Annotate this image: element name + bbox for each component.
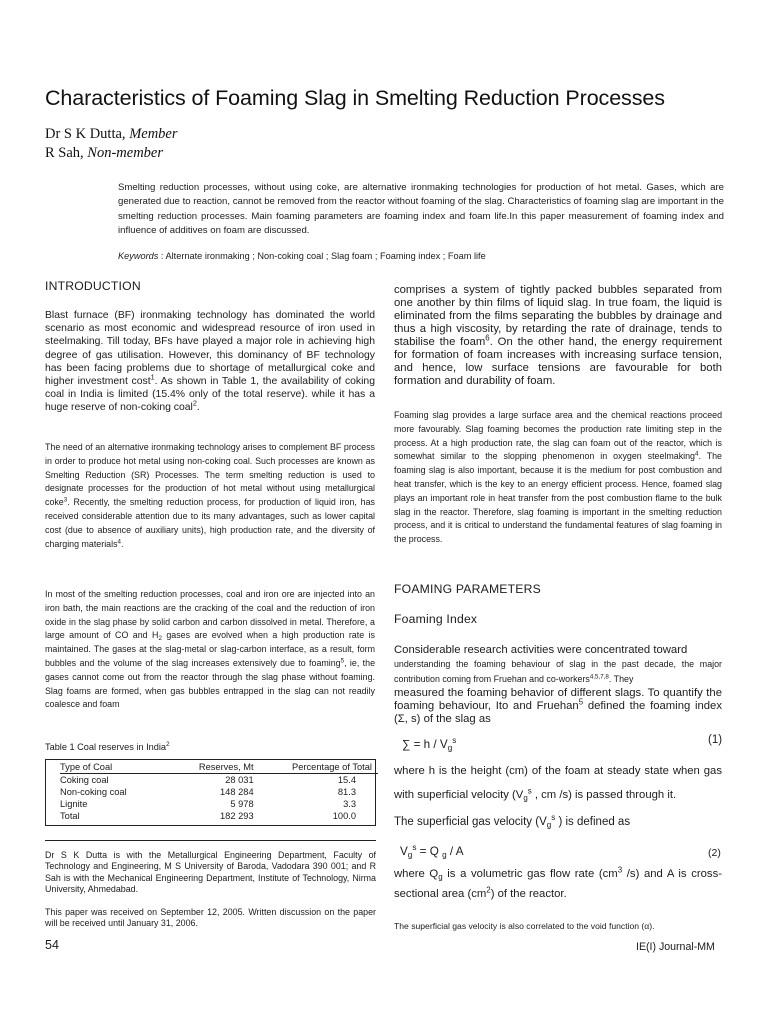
text: In most of the smelting reduction processes, coal and iron ore are injected into an iron bath, the main reactions are the cracking of the coal and the reduction of iron oxide in the slag phase by solid carbon and carbon dissolved in metal. Therefore, a large amount of CO and H <box>45 589 375 641</box>
superscript: s <box>412 843 417 853</box>
section-heading-foaming-parameters: FOAMING PARAMETERS <box>394 582 541 596</box>
text: measured the foaming behavior of different slags. To quantify the foaming behaviour, Ito and Fruehan <box>394 687 722 713</box>
page-number: 54 <box>45 938 59 952</box>
abstract: Smelting reduction processes, without using coke, are alternative ironmaking technologies for production of hot metal. Gases, which are generated due to reaction, cannot be removed from the reactor without foaming of the slag. Characteristics of foaming slag are important in the smelting reduction processes. Main foaming parameters are foaming index and foam life.In this paper measurement of foaming index and influence of additives on foam are discussed. <box>118 182 724 236</box>
paragraph-foaming-index <box>394 643 722 727</box>
reference: 4 <box>695 450 699 458</box>
caption-text: Table 1 Coal reserves in India <box>45 742 167 752</box>
reference: 2 <box>166 741 170 749</box>
column-header: Reserves, Mt <box>158 761 254 774</box>
reference: 4,5,7,8 <box>589 673 609 681</box>
text-line: Considerable research activities were concentrated toward <box>394 644 688 656</box>
table-cell: 81.3 <box>337 787 356 797</box>
table-row <box>60 786 378 798</box>
text: . Recently, the smelting reduction process, for production of liquid iron, has received considerable attention due to its many advantages, such as lower capital cost (due to absence of auxiliary units), high production rate, and the diversity of charging materials <box>45 497 375 549</box>
paragraph-intro-1 <box>45 309 375 415</box>
table-caption <box>45 742 170 752</box>
text: defined the foaming index (Σ, s) of the slag as <box>394 700 722 726</box>
keywords-label: Keywords <box>118 251 159 261</box>
paragraph-intro-3 <box>45 588 375 712</box>
paragraph-foaming-slag <box>394 409 722 547</box>
section-heading-introduction: INTRODUCTION <box>45 279 141 293</box>
table-cell: Non-coking coal <box>60 787 127 797</box>
text: where <box>394 868 430 880</box>
superscript: s <box>551 813 556 823</box>
text: . As shown in Table 1, the availability of coking coal in India is limited (15.4% only of the total reserve). while it has a huge reserve of non-coking coal <box>45 376 375 414</box>
table-cell: 182 293 <box>220 811 254 821</box>
footnote-divider <box>45 840 376 841</box>
paragraph-superficial-velocity <box>394 813 722 830</box>
equation-number: (1) <box>708 734 723 746</box>
paragraph-intro-2 <box>45 441 375 551</box>
text: gases are evolved when a high production rate is maintained. The gases at the slag-metal or slag-carbon interface, as a result, form bubbles and the volume of the slag increases extensively due to foaming <box>45 630 375 668</box>
author-name: R Sah, <box>45 145 84 161</box>
subscript: g <box>523 793 528 803</box>
reference: 1 <box>150 372 155 382</box>
text: comprises a system of tightly packed bubbles separated from one another by thin films of liquid slag. In true foam, the liquid is eliminated from the films separating the bubbles by drainage and thus a high viscosity, by retarding the rate of drainage, tends to stabilise the foam <box>394 284 722 348</box>
author-role: Non-member <box>87 145 164 161</box>
text: , cm /s) is passed through it. <box>531 789 677 801</box>
equation-text: = Q <box>416 845 443 858</box>
text: ) of the reactor. <box>490 888 567 900</box>
subscript: g <box>546 820 552 830</box>
equation-text: V <box>400 845 408 858</box>
received-date-note: This paper was received on September 12, 2005. Written discussion on the paper will be received until January 31, 2006. <box>45 907 376 929</box>
equation-2 <box>400 845 464 858</box>
table-row <box>60 798 378 810</box>
paragraph-void-function: The superficial gas velocity is also correlated to the void function (α). <box>394 921 655 931</box>
reference: 6 <box>485 333 490 343</box>
journal-name: IE(I) Journal-MM <box>636 941 715 953</box>
text: is a volumetric gas flow rate (cm <box>442 868 618 880</box>
text: ) is defined as <box>555 816 631 828</box>
subscript: g <box>447 743 453 753</box>
table-row <box>60 774 378 787</box>
superscript: s <box>527 786 532 796</box>
text: . <box>120 538 124 549</box>
table-cell: 5 978 <box>230 799 254 809</box>
table-cell: 28 031 <box>225 775 254 785</box>
reference: 4 <box>117 537 121 545</box>
paragraph-foam-height <box>394 759 722 807</box>
paragraph-flow-rate <box>394 864 722 904</box>
text: The need of an alternative ironmaking technology arises to complement BF process in order to produce hot metal using non-coking coal. Such processes are known as Smelting Reduction (SR) Processes. The term smelting reduction is used to designate processes for the production of hot metal without using metallurgical coke <box>45 442 375 508</box>
table-cell: 148 284 <box>220 787 254 797</box>
author-role: Member <box>129 126 178 142</box>
text: . On the other hand, the energy requirement for formation of foam increases with increasing surface tension, and hence, low surface tensions are favourable for both formation and durability of foam. <box>394 336 722 387</box>
equation-text: ∑ = h / V <box>402 738 448 751</box>
author-2 <box>45 145 163 162</box>
text-block <box>394 687 722 727</box>
table-cell: 3.3 <box>343 799 356 809</box>
reference: 5 <box>340 657 345 665</box>
subscript: g <box>438 872 443 882</box>
equation-text: / A <box>446 845 464 858</box>
author-name: Dr S K Dutta, <box>45 126 126 142</box>
paragraph-foam-structure <box>394 284 722 388</box>
table-row <box>60 810 378 822</box>
equation-number: (2) <box>708 847 721 859</box>
subscript: g <box>442 850 447 860</box>
subscript: g <box>407 850 413 860</box>
table-cell: Coking coal <box>60 775 109 785</box>
table-cell: 15.4 <box>337 775 356 785</box>
table-cell: Lignite <box>60 799 88 809</box>
text: understanding the foaming behaviour of slag in the past decade, the major contribution coming from Fruehan and co-workers <box>394 659 722 684</box>
reference: 2 <box>192 399 197 409</box>
superscript: 3 <box>617 865 623 875</box>
text: . <box>196 402 200 414</box>
table-cell: 100.0 <box>332 811 356 821</box>
text: where h is the height (cm) of the foam at steady state when gas with superficial velocity (V <box>394 765 722 801</box>
text: The superficial gas velocity (V <box>394 816 547 828</box>
text: Foaming slag provides a large surface area and the chemical reactions proceed more favourably. Slag foaming becomes the production rate limiting step in the process. At a high production rate, the slag can foam out of the reactor, which is somewhat similar to the slopping phenomenon in oxygen steelmaking <box>394 410 722 462</box>
reference: 3 <box>63 496 68 504</box>
equation-1 <box>402 738 456 751</box>
reference: 5 <box>578 697 584 707</box>
text: . The foaming slag is also important, because it is the medium for post combustion and heat transfer, which is the key to an energy efficient process. Hence, foamed slag plays an important role in heat transfer from the post combustion flame to the bulk slag in the reactor. Therefore, slag foaming is important in the smelting reduction process, and it is critical to understand the fundamental features of slag foaming in the process. <box>394 451 722 545</box>
symbol-q: Q <box>429 868 439 880</box>
author-affiliation-note: Dr S K Dutta is with the Metallurgical Engineering Department, Faculty of Technology and Engineering, M S University of Baroda, Vadodara 390 001; and R Sah is with the Mechanical Engineering Department, Institute of Technology, Nirma University, Ahmedabad. <box>45 850 376 895</box>
table-header-row <box>60 761 378 774</box>
table-cell: Total <box>60 811 80 821</box>
column-header: Percentage of Total <box>254 761 378 774</box>
superscript: s <box>452 736 457 746</box>
text-block <box>394 657 722 687</box>
column-header: Type of Coal <box>60 761 158 774</box>
keywords-text: : Alternate ironmaking ; Non-coking coal ; Slag foam ; Foaming index ; Foam life <box>160 251 486 261</box>
coal-reserves-table <box>45 759 376 826</box>
keywords <box>118 251 724 261</box>
subscript: 2 <box>158 635 162 643</box>
text: /s) and A is cross-sectional area (cm <box>394 868 722 900</box>
text: Blast furnace (BF) ironmaking technology has dominated the world scenario as most economic and widespread resource of iron used in steelmaking. Till today, BFs have played a major role in achieving high degree of gas utilisation. However, this dominancy of BF technology has been facing problems due to shortage of metallurgical coke and higher investment cost <box>45 310 375 388</box>
subsection-heading-foaming-index: Foaming Index <box>394 612 478 626</box>
author-1 <box>45 126 178 143</box>
text: . They <box>608 674 634 684</box>
paper-title: Characteristics of Foaming Slag in Smelting Reduction Processes <box>45 86 665 110</box>
superscript: 2 <box>486 885 491 895</box>
text: , ie, the gases cannot come out from the reactor through the slag phase without foaming. Slag foams are formed, when gas bubbles entrapped in the slag can not readily coalesce and foam <box>45 657 376 710</box>
